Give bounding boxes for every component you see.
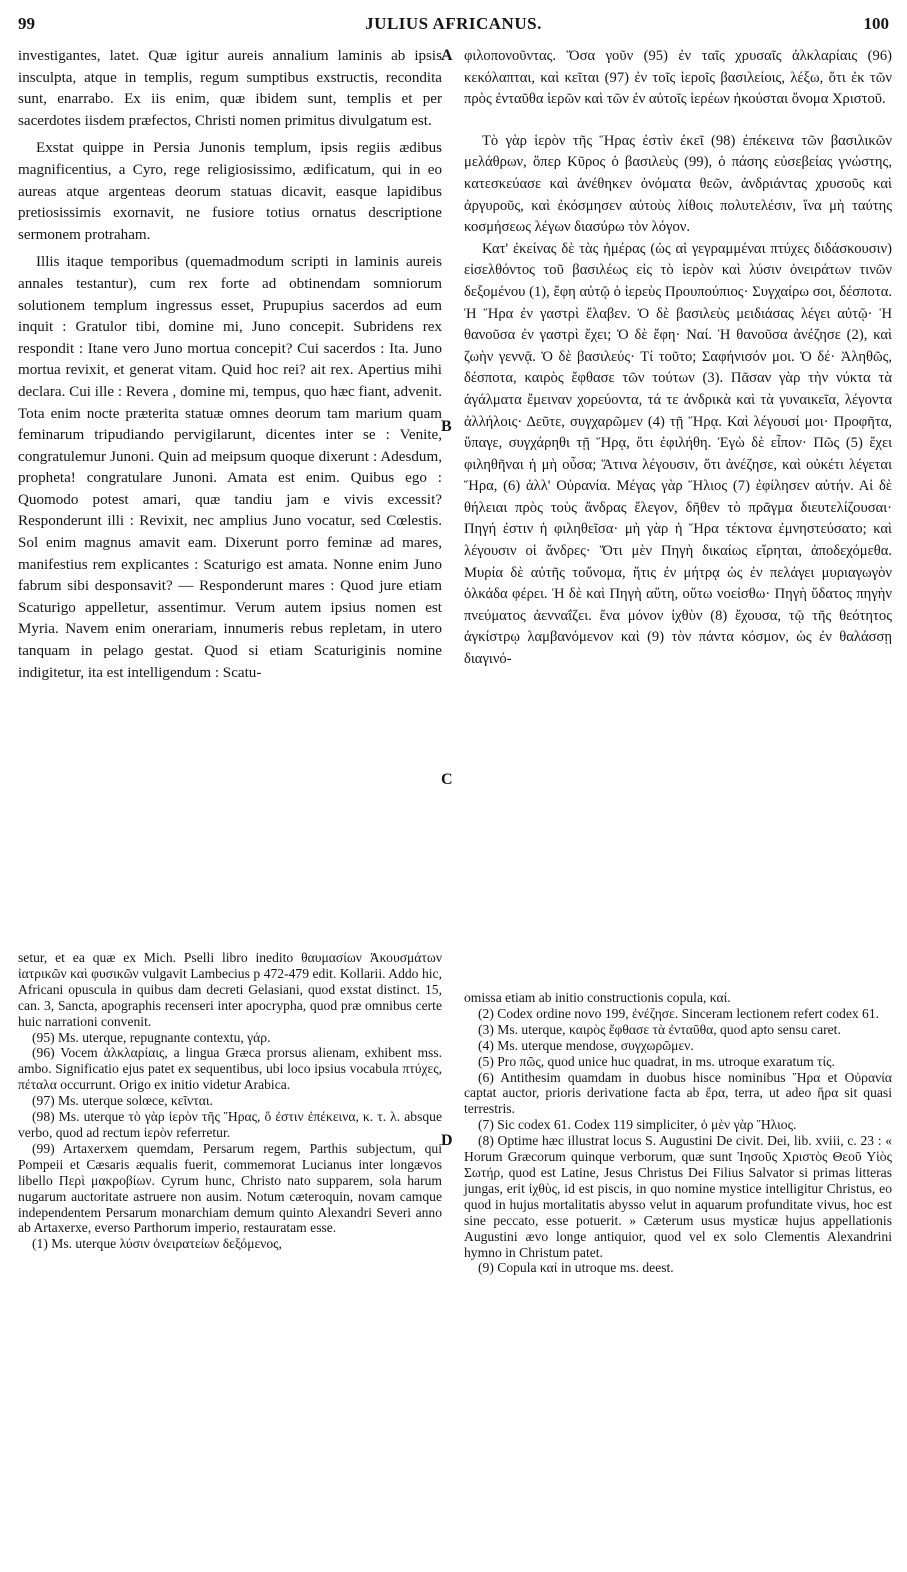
margin-letter-d: D <box>441 1132 453 1149</box>
footnote: (6) Antithesim quamdam in duobus hisce nominibus Ἥρα et Οὐρανία captat auctor, prioris derivatione facta ab ἔρα, terra, ut adeo ἥρα sit quasi terrestris. <box>464 1069 892 1117</box>
greek-paragraph-2: Τὸ γὰρ ἱερὸν τῆς Ἥρας ἐστὶν ἐκεῖ (98) ἐπέκεινα τῶν βασιλικῶν μελάθρων, ὅπερ Κῦρος ὁ βασιλεὺς (99), ὁ πάσης εὐσεβείας γνώστης, κατεσκεύασε καὶ ἀνέθηκεν ὀνόματα θεῶν, ἀνδριάντας χρυσοῦς καὶ ἀργυροῦς, καὶ ἐκόσμησεν αὐτοὺς λίθοις πολυτελέσιν, ἵνα μὴ ταύτης κοσμήσεως λέγων διασύρω τὸν λόγον. <box>464 132 892 236</box>
footnote: (1) Ms. uterque λύσιν ὀνειρατείων δεξόμενος, <box>32 1236 282 1252</box>
footnote: (5) Pro πῶς, quod unice huc quadrat, in ms. utroque exaratum τίς. <box>478 1053 835 1069</box>
latin-paragraph-3: Illis itaque temporibus (quemadmodum scripti in laminis aureis annales testantur), cum rex forte ad obtinendam somniorum solutionem templum ingressus esset, Prupupius sacerdos ad eum inquit : Gratulor tibi, domine mi, Juno concepit. Subridens rex respondit : Itane vero Juno mortua concepit? Cui sacerdos : Ita. Juno mortua revixit, et generat vitam. Quid hoc rei? ait rex. Apertius mihi declara. Cui ille : Revera , domine mi, tempus, quo hæc fiant, advenit. Tota enim nocte præterita statuæ omnes deorum tam marium quam feminarum tripudiando pervigilarunt, dicentes inter se : Venite, congratulemur Junoni. Quin ad meipsum quoque dixerunt : Adesdum, propheta! congratulare Junoni. Amata est enim. Quibus ego : Quomodo potest amari, quæ tandiu jam e vivis excessit? Responderunt illi : Revixit, nec amplius Juno vocatur, sed Cœlestis. Sol enim magnus amavit eam. Dixerunt porro feminæ ad mares, manifestius rem explicantes : Scaturigo est amata. Nonne enim Juno fabrum sibi desponsavit? — Responderunt mares : Quod jure etiam Scaturigo appelletur, assentimur. Verum autem ipsius nomen est Myria. Navem enim onerariam, innumeris rebus repletam, in utero tanquam in pelago gestat. Quod si etiam Scaturiginis nomine indigitetur, ita est intelligendum : Scatu- <box>18 254 442 681</box>
footnote: (9) Copula καί in utroque ms. deest. <box>478 1260 674 1276</box>
footnote: (8) Optime hæc illustrat locus S. Augustini De civit. Dei, lib. xviii, c. 23 : « Horum Græcorum quinque verborum, quæ sunt Ἰησοῦς Χριστὸς Θεοῦ Υἱὸς Σωτήρ, quod est Latine, Jesus Christus Dei Filius Salvator si primas litteras jungas, erit ἰχθὺς, id est piscis, in quo nomine mystice intelligitur Christus, eo quod in hujus mortalitatis abysso velut in aquarum profunditate vivus, hoc est sine peccato, esse potuerit. » Cæterum usus mysticæ hujus appellationis Augustini ævo longe antiquior, quod vel ex solo Clementis Alexandrini hymno in Christum patet. <box>464 1133 892 1260</box>
footnote: (97) Ms. uterque solœce, κεῖνται. <box>32 1093 213 1109</box>
greek-paragraph-3: Κατ' ἐκείνας δὲ τὰς ἡμέρας (ὡς αἱ γεγραμμέναι πτύχες διδάσκουσιν) εἰσελθόντος τοῦ βασιλέως εἰς τὸ ἱερὸν καὶ λύσιν ὀνειράτων τινῶν δεξομένου (1), ἔφη αὐτῷ ὁ ἱερεὺς Προυπούπιος· Συγχαίρω σοι, δέσποτα. Ἡ Ἥρα ἐν γαστρὶ ἔλαβεν. Ὁ δὲ βασιλεὺς μειδιάσας λέγει αὐτῷ· Ἡ θανοῦσα ἐν γαστρὶ ἔχει; Ὁ δὲ ἔφη· Ναί. Ἡ θανοῦσα ἀνέζησε (2), καὶ ζωὴν γεννᾷ. Ὁ δὲ βασιλεύς· Τί τοῦτο; Σαφήνισόν μοι. Ὁ δέ· Ἀληθῶς, δέσποτα, καιρὸς ἔφθασε τῶν τούτων (3). Πᾶσαν γὰρ τὴν νύκτα τὰ ἀγάλματα ἔμειναν χορεύοντα, τά τε ἀνδρικὰ καὶ τὰ γυναικεῖα, λέγοντα ἀλλήλοις· Δεῦτε, συγχαρῶμεν (4) τῇ Ἥρᾳ. Καὶ λέγουσί μοι· Προφῆτα, ὕπαγε, συγχάρηθι τῇ Ἥρᾳ, ὅτι ἐφιλήθη. Ἐγὼ δὲ εἶπον· Πῶς (5) ἔχει φιληθῆναι ἡ μὴ οὖσα; Ἅτινα λέγουσιν, ὅτι ἀνέζησε, καὶ οὐκέτι λέγεται Ἥρα, (6) ἀλλ' Οὐρανία. Μέγας γὰρ Ἥλιος (7) ἐφίλησεν αὐτήν. Αἱ δὲ θήλειαι πρὸς τοὺς ἄνδρας ἔλεγον, δῆθεν τὸ πρᾶγμα διευτελίζουσαι· Πηγή ἐστιν ἡ φιληθεῖσα· μὴ γὰρ ἡ Ἥρα τέκτονα ἐμνηστεύσατο; καὶ λέγουσιν οἱ ἄνδρες· Ὅτι μὲν Πηγὴ δικαίως εἴρηται, ἀποδεχόμεθα. Μυρία δὲ αὐτῆς τοὔνομα, ἥτις ἐν μήτρᾳ ὡς ἐν πελάγει μυριαγωγὸν ὁλκάδα φέρει. Ἡ δὲ καὶ Πηγὴ αὕτη, οὕτω νοείσθω· Πηγὴ ὕδατος πηγὴν πνεύματος ἀενναΐζει. ἕνα μόνον ἰχθὺν (8) ἔχουσα, τῷ τῆς θεότητος ἀγκίστρῳ λαμβανόμενον καὶ (9) τὸν πάντα κόσμον, ὡς ἐν θαλάσσῃ διαγινό- <box>464 240 892 668</box>
footnote: (98) Ms. uterque τὸ γὰρ ἱερὸν τῆς Ἥρας, ὅ ἐστιν ἐπέκεινα, κ. τ. λ. absque verbo, quod ad rectum ἱερὸν referretur. <box>18 1109 442 1140</box>
footnote: (95) Ms. uterque, repugnante contextu, γάρ. <box>32 1029 271 1045</box>
footnote: omissa etiam ab initio constructionis copula, καί. <box>464 990 731 1005</box>
footnote: (4) Ms. uterque mendose, συγχωρῶμεν. <box>478 1037 694 1053</box>
margin-letter-b: B <box>441 418 452 435</box>
footnote: (99) Artaxerxem quemdam, Persarum regem, Parthis subjectum, qui Pompeii et Cæsaris æqualis fuerit, commemorat Lucianus inter longævos libello Περὶ μακροβίων. Cyrum hunc, Christo nato supparem, sola harum nugarum auctoritate astruere non ausim. Notum cæteroquin, novam camque independentem Persarum monarchiam demum quinto Alexandri Severi anno ab Artaxerxe, everso Parthorum imperio, restauratam esse. <box>18 1140 442 1236</box>
footnote: setur, et ea quæ ex Mich. Pselli libro inedito θαυμασίων Ἀκουσμάτων ἰατρικῶν καὶ φυσικῶν vulgavit Lambecius p 472-479 edit. Kollarii. Addo hic, Africani opuscula in quibus dam decreti Gelasiani, quod exstat distinct. 15, can. 3, Sancta, apographis recenseri inter apocrypha, quod præ omnibus certe huic narrationi convenit. <box>18 950 442 1029</box>
greek-text-column <box>464 46 892 671</box>
latin-paragraph-2: Exstat quippe in Persia Junonis templum, ipsis regiis ædibus magnificentius, a Cyro, rege religiosissimo, ædificatum, qui in eo aureas atque argenteas deorum statuas dicavit, easque lapidibus pretiosissimis exornavit, ne fusiore totius ornatus descriptione sermonem protraham. <box>18 140 442 243</box>
footnotes-left <box>18 950 442 1252</box>
footnote: (7) Sic codex 61. Codex 119 simpliciter, ὁ μὲν γὰρ Ἥλιος. <box>478 1117 797 1133</box>
margin-letter-c: C <box>441 771 453 788</box>
margin-letter-a: A <box>441 47 453 64</box>
greek-paragraph-1: φιλοπονοῦντας. Ὅσα γοῦν (95) ἐν ταῖς χρυσαῖς ἀλκλαρίαις (96) κεκόλαπται, καὶ κεῖται (97) ἐν τοῖς ἱεροῖς βασιλείοις, λέξω, ὅτι ἐκ τῶν πρὸς ἐνταῦθα ἱερῶν καὶ τῶν ἐν αὐτοῖς ἱερέων ἠκούσται ὄνομα Χριστοῦ. <box>464 48 892 108</box>
footnote: (96) Vocem ἀλκλαρίαις, a lingua Græca prorsus alienam, exhibent mss. ambo. Significatio ejus patet ex sequentibus, ubi loco ipsius vocabula πτύχες, πέταλα occurrunt. Origo ex initio videtur Arabica. <box>18 1045 442 1093</box>
footnote: (2) Codex ordine novo 199, ἐνέζησε. Sinceram lectionem refert codex 61. <box>478 1005 880 1021</box>
running-title: JULIUS AFRICANUS. <box>365 14 542 33</box>
footnotes-right <box>464 990 892 1276</box>
running-header <box>18 14 889 38</box>
latin-text-column <box>18 46 442 684</box>
footnote: (3) Ms. uterque, καιρὸς ἔφθασε τὰ ἐνταῦθα, quod apto sensu caret. <box>478 1021 841 1037</box>
latin-paragraph-1: investigantes, latet. Quæ igitur aureis annalium laminis ab ipsis insculpta, atque in templis, regum sumptibus exstructis, recondita sunt, enarrabo. Ex iis enim, quæ ibidem sunt, templis et per sacerdotes iisdem præfectos, Christi nomen primitus divulgatum est. <box>18 48 442 129</box>
page-number-right: 100 <box>863 14 889 33</box>
page-number-left: 99 <box>18 14 35 33</box>
